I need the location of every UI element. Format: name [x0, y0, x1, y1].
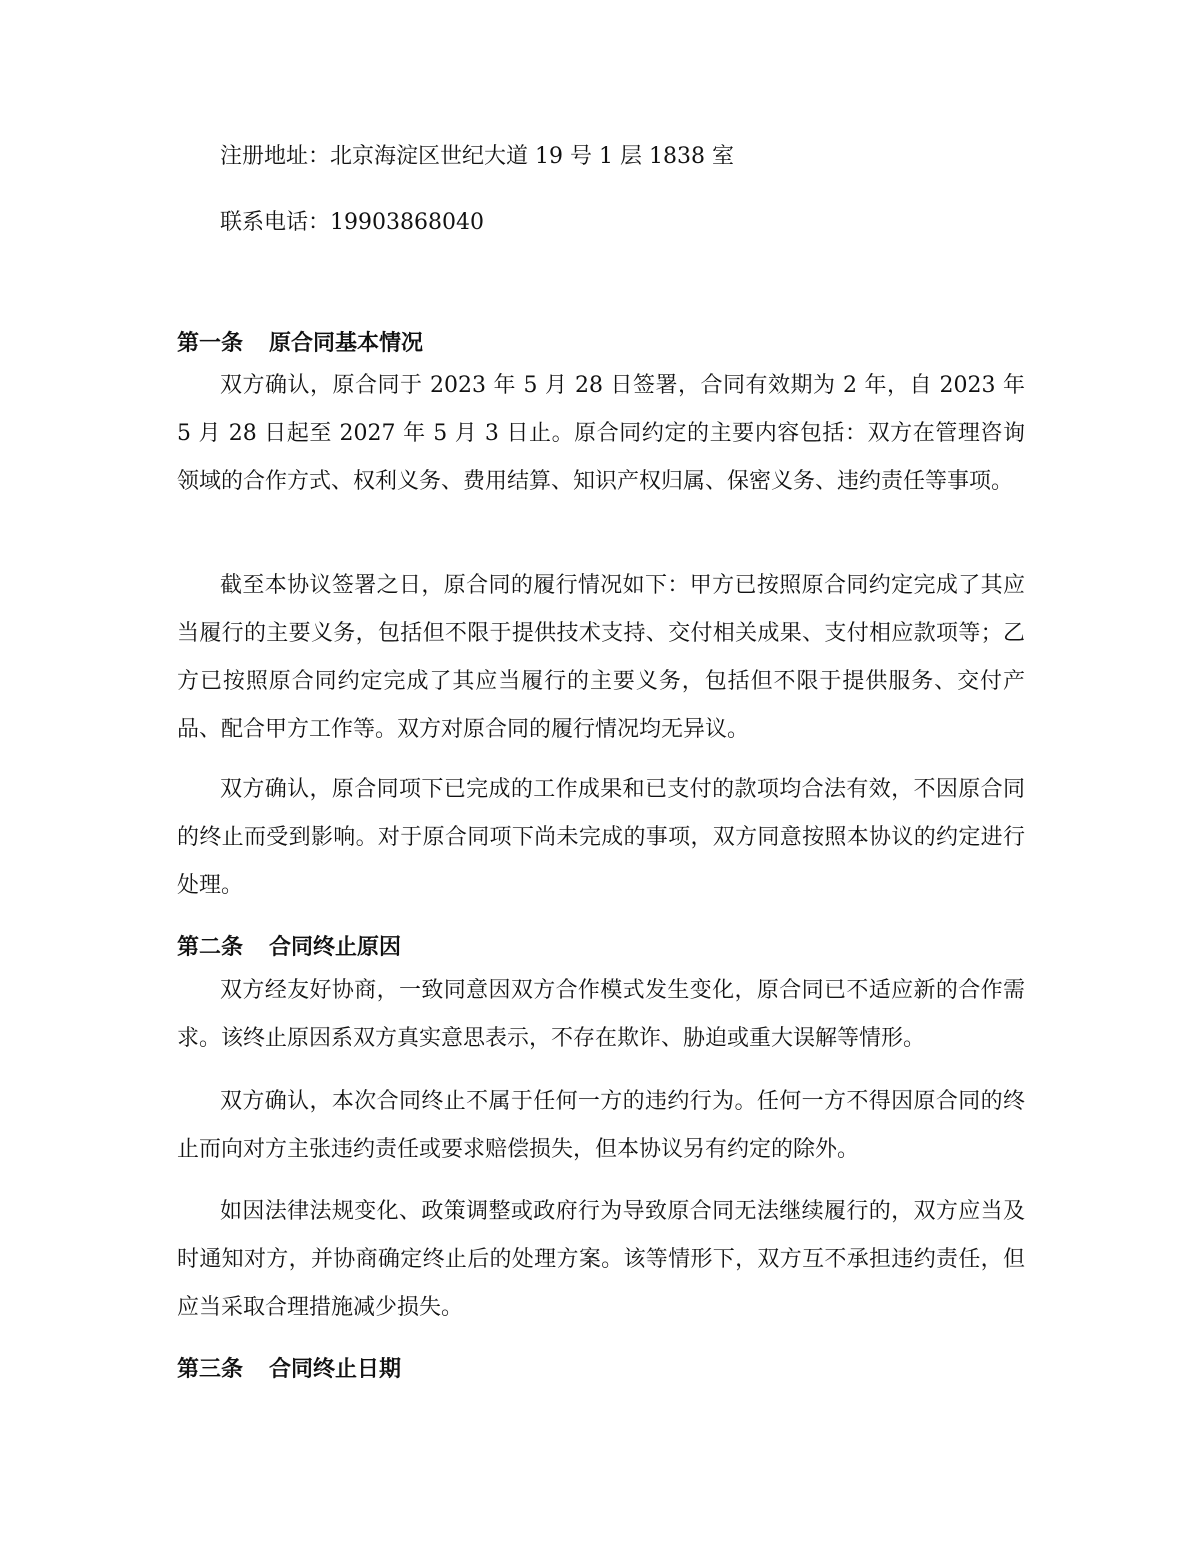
paragraph: 双方确认，本次合同终止不属于任何一方的违约行为。任何一方不得因原合同的终止而向对方主张违约责任或要求赔偿损失，但本协议另有约定的除外。 — [177, 1089, 1025, 1162]
paragraph: 截至本协议签署之日，原合同的履行情况如下：甲方已按照原合同约定完成了其应当履行的主要义务，包括但不限于提供技术支持、交付相关成果、支付相应款项等；乙方已按照原合同约定完成了其应当履行的主要义务，包括但不限于提供服务、交付产品、配合甲方工作等。双方对原合同的履行情况均无异议。 — [177, 573, 1025, 742]
paragraph: 双方确认，原合同项下已完成的工作成果和已支付的款项均合法有效，不因原合同的终止而受到影响。对于原合同项下尚未完成的事项，双方同意按照本协议的约定进行处理。 — [177, 777, 1025, 898]
section-number: 第二条 — [177, 935, 244, 960]
paragraph: 双方经友好协商，一致同意因双方合作模式发生变化，原合同已不适应新的合作需求。该终止原因系双方真实意思表示，不存在欺诈、胁迫或重大误解等情形。 — [177, 978, 1025, 1051]
section-title: 合同终止原因 — [269, 935, 402, 960]
section-heading-3 — [177, 1346, 401, 1394]
section-number: 第三条 — [177, 1357, 244, 1382]
registered-address: 注册地址：北京海淀区世纪大道 19 号 1 层 1838 室 — [220, 144, 734, 169]
section-title: 合同终止日期 — [269, 1357, 402, 1382]
paragraph: 双方确认，原合同于 2023 年 5 月 28 日签署，合同有效期为 2 年，自 2023 年 5 月 28 日起至 2027 年 5 月 3 日止。原合同约定的主要内容包括：双方在管理咨询领域的合作方式、权利义务、费用结算、知识产权归属、保密义务、违约责任等事项。 — [177, 373, 1025, 494]
contact-phone: 联系电话：19903868040 — [220, 210, 484, 235]
paragraph: 如因法律法规变化、政策调整或政府行为导致原合同无法继续履行的，双方应当及时通知对方，并协商确定终止后的处理方案。该等情形下，双方互不承担违约责任，但应当采取合理措施减少损失。 — [177, 1199, 1025, 1320]
section-number: 第一条 — [177, 331, 244, 356]
section-heading-1 — [177, 320, 423, 368]
section-heading-2 — [177, 924, 401, 972]
section-title: 原合同基本情况 — [269, 331, 424, 356]
